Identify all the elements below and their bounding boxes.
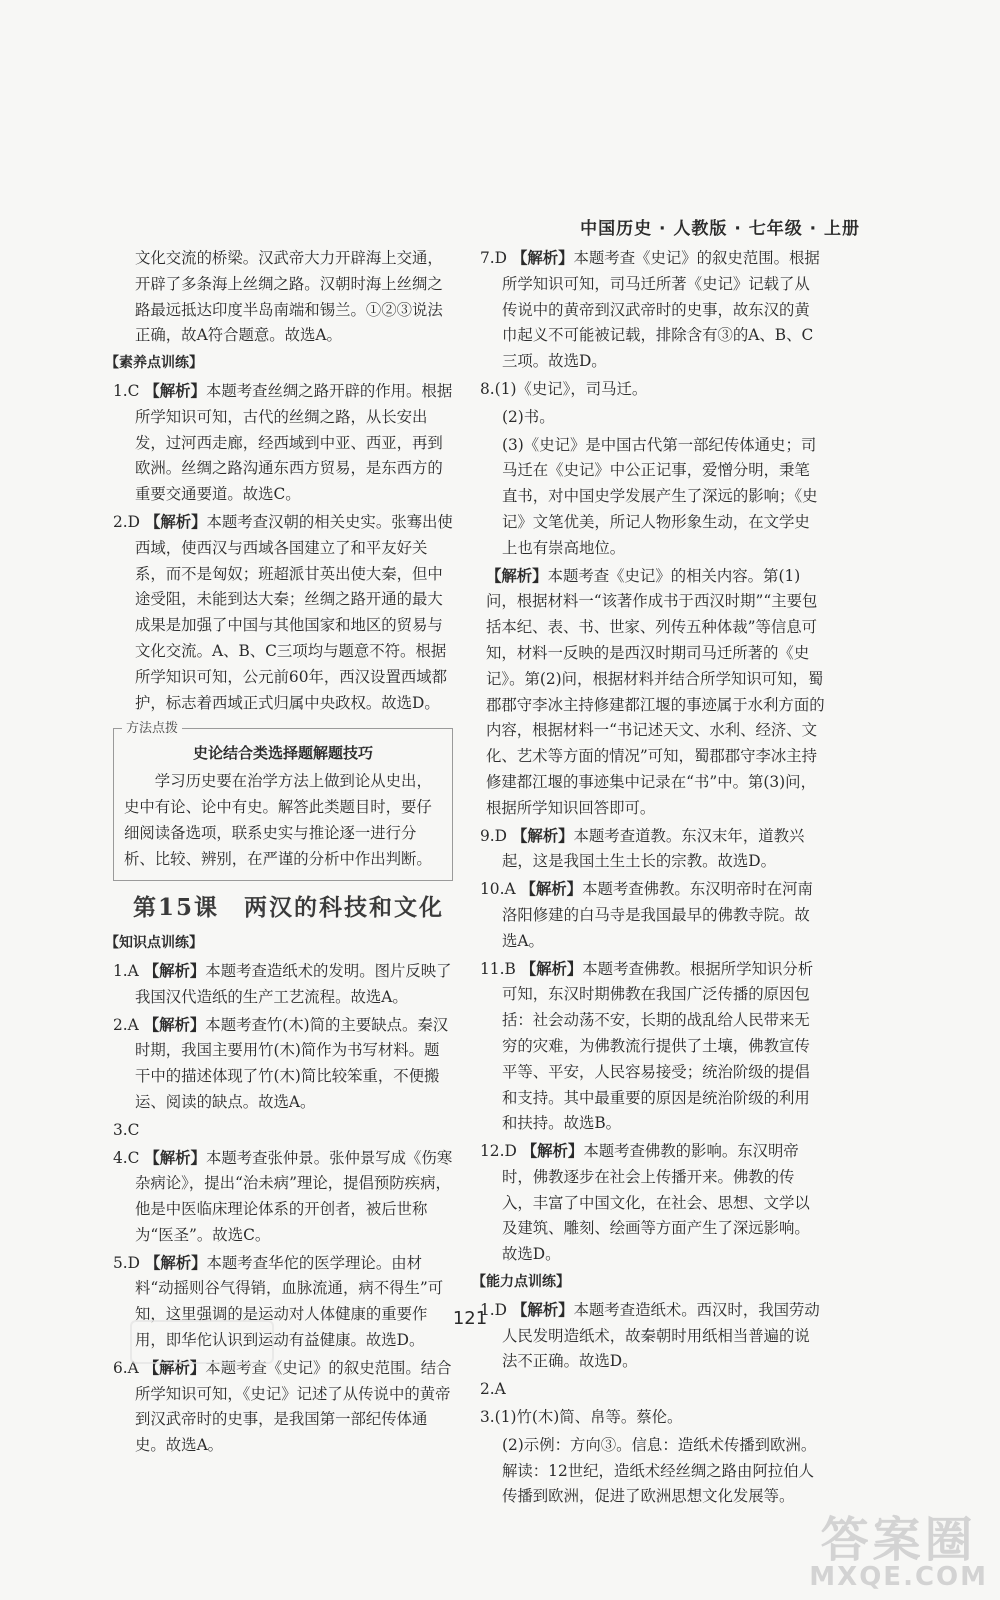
page-header: 中国历史 · 人教版 · 七年级 · 上册 — [580, 219, 860, 239]
list-item: 1.C 【解析】本题考查丝绸之路开辟的作用。根据所学知识可知，古代的丝绸之路，从长安出发，过河西走廊，经西域到中亚、西亚，再到欧洲。丝绸之路沟通东西方贸易，是东西方的重要交通要道。故选C。 — [113, 381, 453, 504]
section-nengli: 【能力点训练】 — [472, 1274, 570, 1291]
list-item: 1.D 【解析】本题考查造纸术。西汉时，我国劳动人民发明造纸术，故秦朝时用纸相当普遍的说法不正确。故选D。 — [480, 1300, 820, 1371]
list-item: 5.D 【解析】本题考查华佗的医学理论。由材料“动摇则谷气得销，血脉流通，病不得生”可知，这里强调的是运动对人体健康的重要作用，即华佗认识到运动有益健康。故选D。 — [113, 1253, 444, 1350]
right-column — [472, 246, 825, 1512]
suyang-list — [113, 379, 453, 716]
nengli-3-part2: (2)示例：方向③。信息：造纸术传播到欧洲。解读：12世纪，造纸术经丝绸之路由阿拉伯人传播到欧洲，促进了欧洲思想文化发展等。 — [502, 1435, 817, 1506]
page-number: 121 — [452, 1308, 488, 1329]
stamp-mark — [130, 1320, 274, 1364]
list-item: 10.A 【解析】本题考查佛教。东汉明帝时在河南洛阳修建的白马寺是我国最早的佛教寺院。故选A。 — [480, 880, 813, 950]
intro-paragraph: 文化交流的桥梁。汉武帝大力开辟海上交通，开辟了多条海上丝绸之路。汉朝时海上丝绸之路最远抵达印度半岛南端和锡兰。①②③说法正确，故A符合题意。故选A。 — [135, 249, 443, 345]
list-item: 2.D 【解析】本题考查汉朝的相关史实。张骞出使西域，使西汉与西域各国建立了和平友好关系，而不是匈奴；班超派甘英出使大秦，但中途受阻，未能到达大秦；丝绸之路开通的最大成果是加强了中国与其他国家和地区的贸易与文化交流。A、B、C三项均与题意不符。根据所学知识可知，公元前60年，西汉设置西域都护，标志着西域正式归属中央政权。故选D。 — [113, 512, 453, 712]
list-item: 1.A 【解析】本题考查造纸术的发明。图片反映了我国汉代造纸的生产工艺流程。故选A。 — [113, 961, 452, 1006]
left-column — [105, 246, 453, 1461]
watermark — [809, 1501, 988, 1592]
list-item: 12.D 【解析】本题考查佛教的影响。东汉明帝时，佛教逐步在社会上传播开来。佛教的传入，丰富了中国文化，在社会、思想、文学以及建筑、雕刻、绘画等方面产生了深远影响。故选D。 — [480, 1142, 810, 1264]
list-item: 9.D 【解析】本题考查道教。东汉末年，道教兴起，这是我国土生土长的宗教。故选D。 — [480, 826, 805, 871]
q8-analysis: 【解析】本题考查《史记》的相关内容。第(1)问，根据材料一“该著作成书于西汉时期”“主要包括本纪、表、书、世家、列传五种体裁”等信息可知，材料一反映的是西汉时期司马迁所著的《史记》。第(2)问，根据材料并结合所学知识可知，蜀郡郡守李冰主持修建都江堰的事迹属于水利方面的内容，根据材料一“书记述天文、水利、经济、文化、艺术等方面的情况”可知，蜀郡郡守李冰主持修建都江堰的事迹集中记录在“书”中。第(3)问，根据所学知识回答即可。 — [486, 566, 825, 817]
list-item: 6.A 【解析】本题考查《史记》的叙史范围。结合所学知识可知，《史记》记述了从传说中的黄帝到汉武帝时的史事，是我国第一部纪传体通史。故选A。 — [113, 1358, 452, 1455]
watermark-url: MXQE.COM — [809, 1562, 988, 1592]
section-zhishi: 【知识点训练】 — [105, 935, 203, 952]
zhishi-list — [113, 959, 453, 1459]
method-tip-box — [113, 721, 453, 881]
watermark-logo: 答案圈 — [820, 1512, 977, 1568]
method-tip-title: 史论结合类选择题解题技巧 — [192, 744, 373, 763]
list-item: 7.D 【解析】本题考查《史记》的叙史范围。根据所学知识可知，司马迁所著《史记》记载了从传说中的黄帝到汉武帝时的史事，故东汉的黄巾起义不可能被记载，排除含有③的A、B、C三项。故选D。 — [480, 249, 820, 371]
list-item: 3.(1)竹(木)简、帛等。蔡伦。 — [480, 1408, 683, 1427]
list-item: 8.(1)《史记》，司马迁。 — [480, 379, 648, 398]
list-item: 2.A 【解析】本题考查竹(木)简的主要缺点。秦汉时期，我国主要用竹(木)简作为书写材料。题干中的描述体现了竹(木)简比较笨重，不便搬运、阅读的缺点。故选A。 — [113, 1015, 449, 1111]
list-item: 2.A — [480, 1380, 506, 1399]
method-tip-tab: 方法点拨 — [122, 716, 182, 742]
section-suyang: 【素养点训练】 — [105, 355, 203, 372]
method-tip-body: 学习历史要在治学方法上做到论从史出，史中有论、论中有史。解答此类题目时，要仔细阅读备选项，联系史实与推论逐一进行分析、比较、辨别，在严谨的分析中作出判断。 — [124, 772, 432, 868]
list-item: 4.C 【解析】本题考查张仲景。张仲景写成《伤寒杂病论》，提出“治未病”理论，提倡预防疾病，他是中医临床理论体系的开创者，被后世称为“医圣”。故选C。 — [113, 1148, 453, 1244]
list-item: 3.C — [113, 1120, 140, 1139]
q8-part3: (3)《史记》是中国古代第一部纪传体通史；司马迁在《史记》中公正记事，爱憎分明，秉笔直书，对中国史学发展产生了深远的影响；《史记》文笔优美，所记人物形象生动，在文学史上也有崇高地位。 — [502, 435, 818, 557]
lesson-title: 第15课 两汉的科技和文化 — [133, 894, 445, 922]
list-item: 11.B 【解析】本题考查佛教。根据所学知识分析可知，东汉时期佛教在我国广泛传播的原因包括：社会动荡不安，长期的战乱给人民带来无穷的灾难，为佛教流行提供了土壤，佛教宣传平等、平安，人民容易接受；统治阶级的提倡和支持。其中最重要的原因是统治阶级的利用和扶持。故选B。 — [480, 959, 814, 1133]
q8-part2: (2)书。 — [502, 407, 555, 426]
